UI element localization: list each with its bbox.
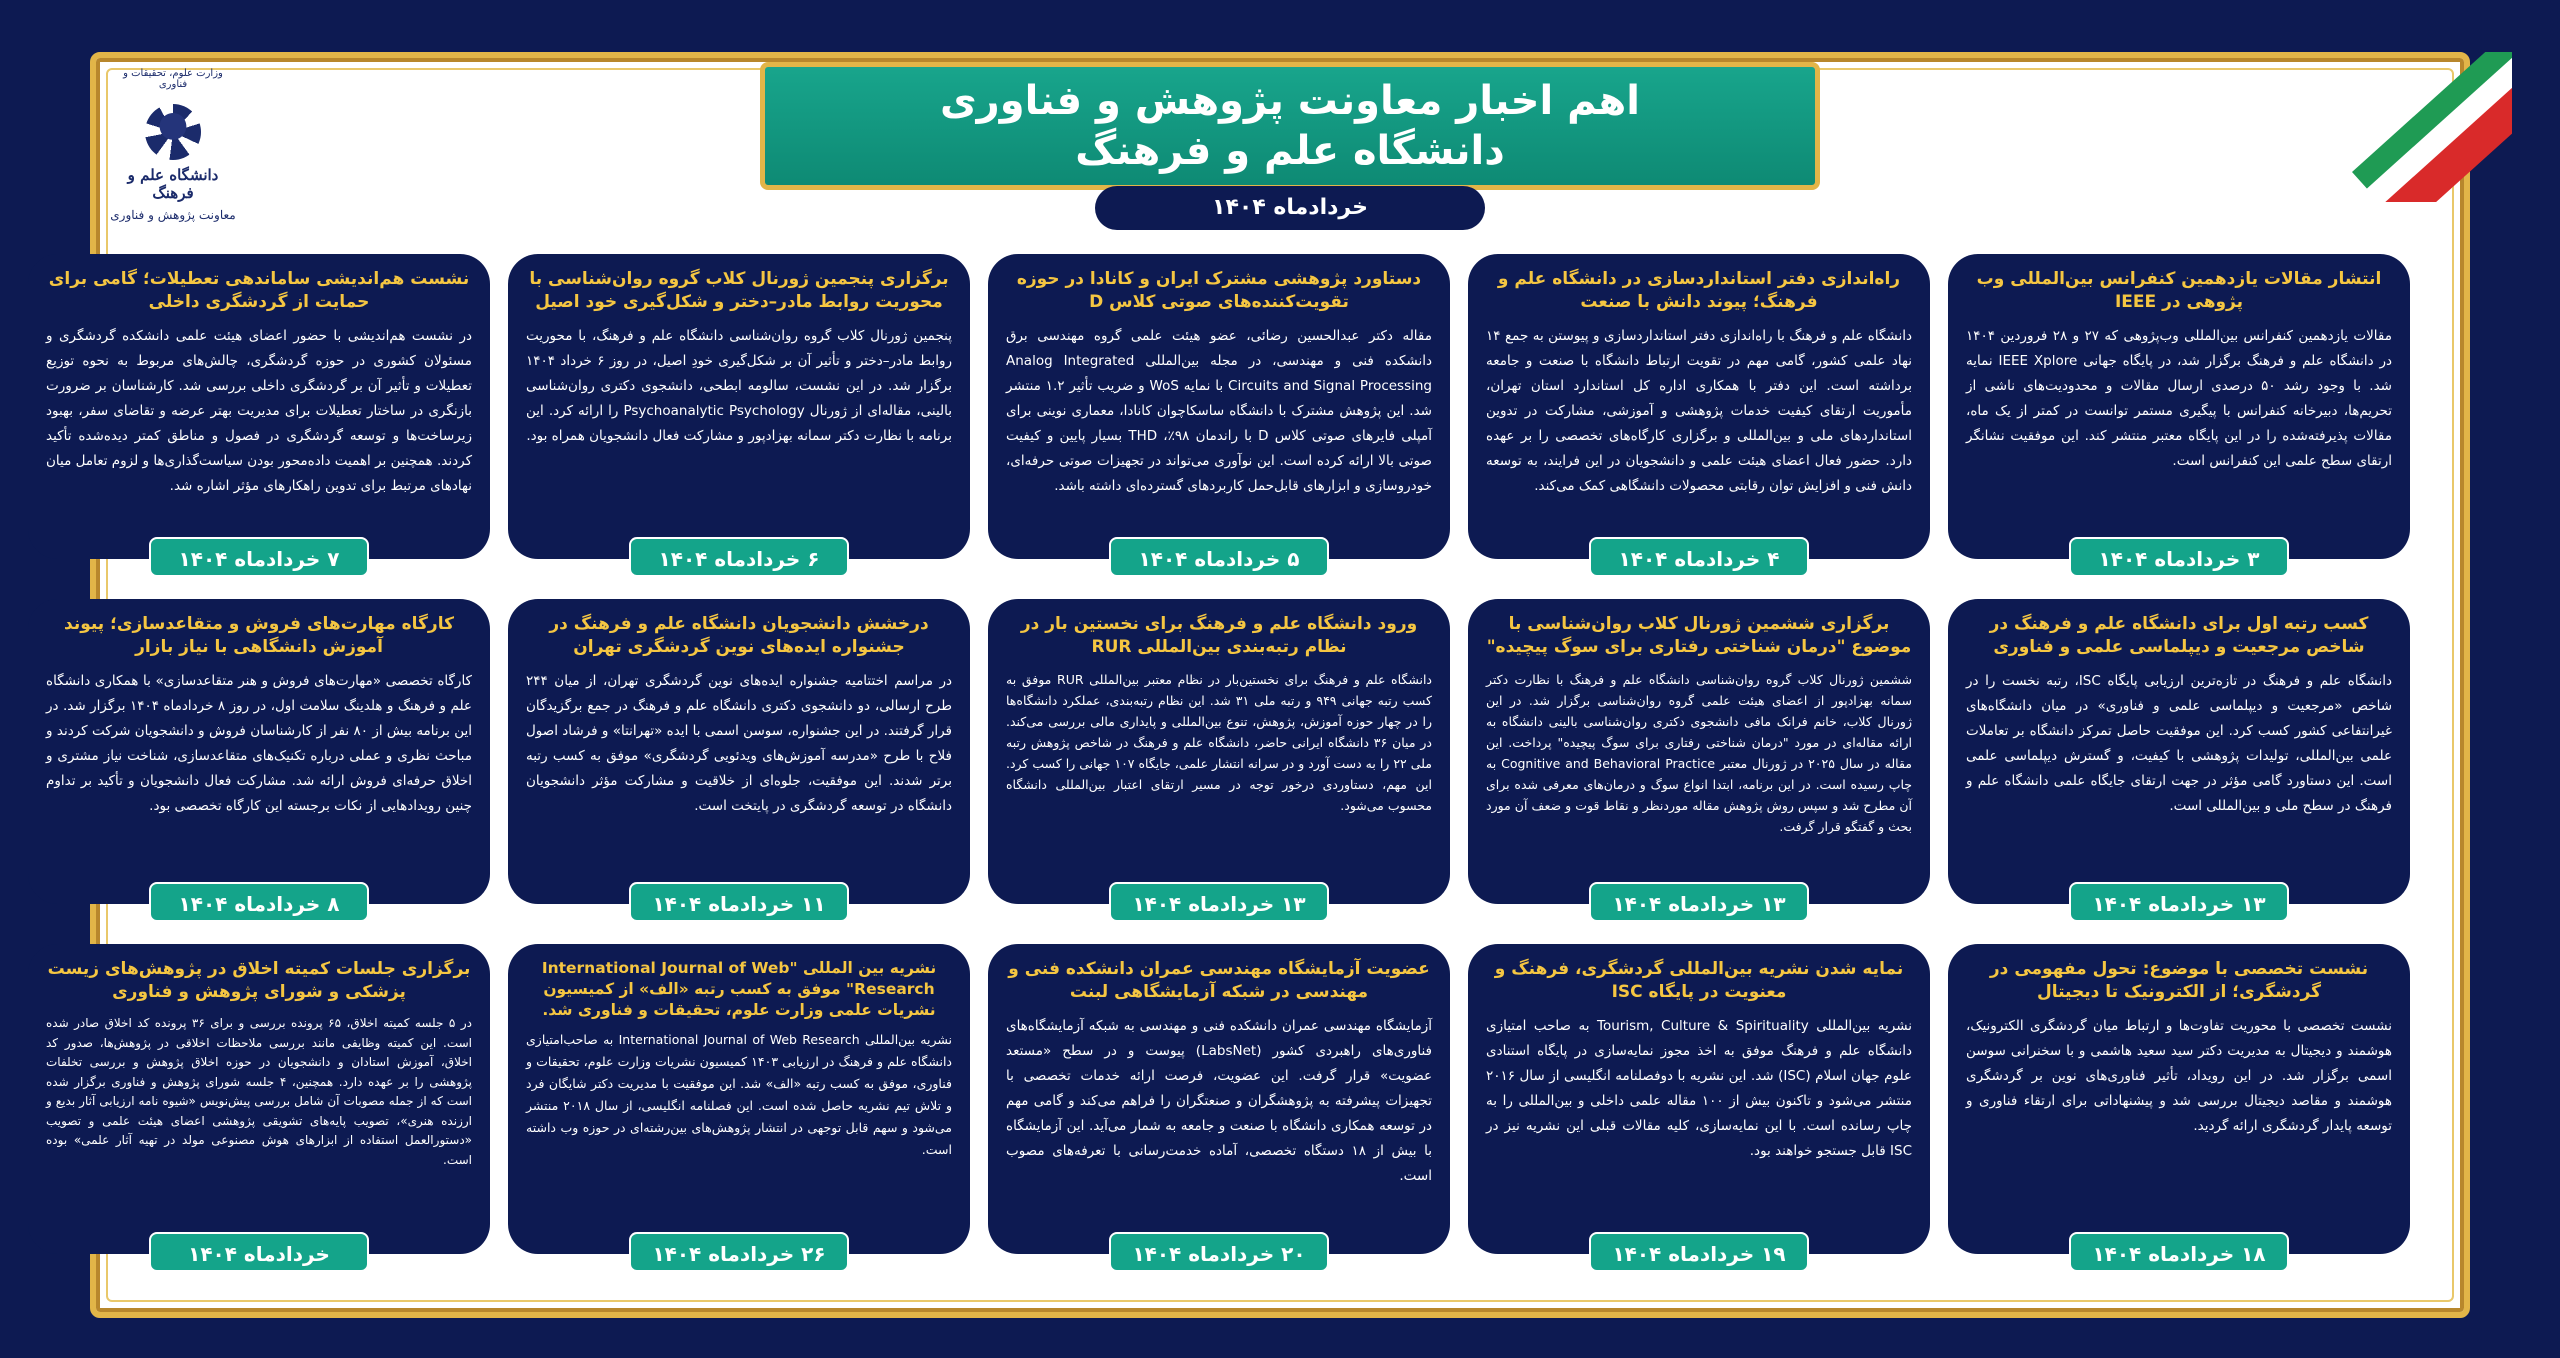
- news-card: [508, 599, 970, 916]
- news-body: نشست تخصصی با محوریت تفاوت‌ها و ارتباط میان گردشگری الکترونیک، هوشمند و دیجیتال به مدیریت دکتر سید سعید هاشمی و با سخنرانی سوسن اسمی برگزار شد. در این رویداد، تأثیر فناوری‌های نوین بر گردشگری هوشمند و مقاصد دیجیتال بررسی شد و پیشنهاداتی برای ارتقاء فناوری و توسعه پایدار گردشگری ارائه گردید.: [1966, 1018, 2392, 1134]
- news-body: در ۵ جلسه کمیته اخلاق، ۶۵ پرونده بررسی و برای ۳۶ پرونده کد اخلاق صادر شده است. این کمیته وظایفی مانند بررسی ملاحظات اخلاقی در پژوهش‌ها، صدور کد اخلاق، آموزش استادان و دانشجویان در حوزه اخلاق پژوهش و بررسی تخلفات پژوهشی را بر عهده دارد. همچنین، ۴ جلسه شورای پژوهش و فناوری برگزار شده است که از جمله مصوبات آن شامل بررسی پیش‌نویس «شیوه نامه ارزیابی آثار بدیع و ارزنده هنری»، تصویب پایه‌های تشویقی پژوهشی اعضای هیئت علمی و تصویب «دستورالعمل استفاده از ابزارهای هوش مصنوعی مولد در تهیه آثار علمی» بوده است.: [46, 1016, 472, 1167]
- news-title: راه‌اندازی دفتر استانداردسازی در دانشگاه علم و فرهنگ؛ پیوند دانش با صنعت: [1497, 269, 1901, 312]
- news-card: [508, 254, 970, 571]
- page-header: [760, 62, 1820, 190]
- news-body: پنجمین ژورنال کلاب گروه روان‌شناسی دانشگاه علم و فرهنگ، با محوریت روابط مادر–دختر و تأثیر آن بر شکل‌گیری خودِ اصیل، در روز ۶ خرداد ۱۴۰۴ برگزار شد. در این نشست، سالومه ابطحی، دانشجوی دکتری روان‌شناسی بالینی، مقاله‌ای از ژورنال Psychoanalytic Psychology را ارائه کرد. این برنامه با نظارت دکتر سمانه بهزادپور و مشارکت فعال دانشجویان همراه بود.: [526, 328, 953, 444]
- news-card: [1468, 254, 1930, 571]
- news-title: برگزاری جلسات کمیته اخلاق در پژوهش‌های زیست پزشکی و شورای پژوهش و فناوری: [47, 959, 471, 1002]
- news-title: نشریه بین المللی "International Journal of Web Research" موفق به کسب رتبه «الف» از کمیسیون نشریات علمی وزارت علوم، تحقیقات و فناوری شد.: [541, 959, 937, 1019]
- news-card: [988, 944, 1450, 1266]
- news-body: ششمین ژورنال کلاب گروه روان‌شناسی دانشگاه علم و فرهنگ با نظارت دکتر سمانه بهزادپور از اعضای هیئت علمی گروه روان‌شناسی برگزار شد. در این ژورنال کلاب، خانم فرانک مافی دانشجوی دکتری روان‌شناسی بالینی دانشگاه به ارائه مقاله‌ای در مورد "درمان شناختی رفتاری برای سوگ پیچیده" پرداخت. این مقاله در سال ۲۰۲۵ در ژورنال معتبر Cognitive and Behavioral Practice به چاپ رسیده است. در این برنامه، ابتدا انواع سوگ و درمان‌های معرفی شده برای آن مطرح شد و سپس روش پژوهش مقاله موردنظر و نقاط قوت و ضعف آن مورد بحث و گفتگو قرار گرفت.: [1486, 672, 1912, 834]
- news-date: ۲۶ خردادماه ۱۴۰۴: [629, 1232, 849, 1272]
- news-body: دانشگاه علم و فرهنگ با راه‌اندازی دفتر استانداردسازی و پیوستن به جمع ۱۴ نهاد علمی کشور، گامی مهم در تقویت ارتباط دانشگاه با صنعت و جامعه برداشته است. این دفتر با همکاری اداره کل استاندارد استان تهران، مأموریت ارتقای کیفیت خدمات پژوهشی و آموزشی، مشارکت در تدوین استانداردهای ملی و بین‌المللی و برگزاری کارگاه‌های تخصصی را بر عهده دارد. حضور فعال اعضای هیئت علمی و دانشجویان در این فرایند، به توسعه دانش فنی و افزایش توان رقابتی محصولات دانشگاهی کمک می‌کند.: [1486, 328, 1912, 494]
- iran-flag-icon: [2352, 52, 2512, 202]
- news-date: ۶ خردادماه ۱۴۰۴: [629, 537, 849, 577]
- news-date: ۱۳ خردادماه ۱۴۰۴: [1589, 882, 1809, 922]
- news-card: [28, 254, 490, 571]
- university-logo: [108, 68, 238, 222]
- news-card: [1468, 944, 1930, 1266]
- news-date: ۵ خردادماه ۱۴۰۴: [1109, 537, 1329, 577]
- news-title: ورود دانشگاه علم و فرهنگ برای نخستین بار در نظام رتبه‌بندی بین‌المللی RUR: [1020, 614, 1418, 657]
- news-title: کسب رتبه اول برای دانشگاه علم و فرهنگ در شاخص مرجعیت و دیپلماسی علمی و فناوری: [1989, 614, 2369, 657]
- news-card: [988, 254, 1450, 571]
- news-body: در نشست هم‌اندیشی با حضور اعضای هیئت علمی دانشکده گردشگری و مسئولان کشوری در حوزه گردشگری، چالش‌های مربوط به نحوه توزیع تعطیلات و تأثیر آن بر گردشگری داخلی بررسی شد. کارشناسان بر ضرورت بازنگری در ساختار تعطیلات برای مدیریت بهتر عرضه و تقاضای سفر، بهبود زیرساخت‌ها و توسعه گردشگری در فصول و مناطق کمتر دیده‌شده تأکید کردند. همچنین بر اهمیت داده‌محور بودن سیاست‌گذاری‌ها و لزوم تعامل میان نهادهای مرتبط برای تدوین راهکارهای مؤثر اشاره شد.: [46, 328, 472, 494]
- news-title: دستاورد پژوهشی مشترک ایران و کانادا در حوزه تقویت‌کننده‌های صوتی کلاس D: [1016, 269, 1422, 312]
- page-title: اهم اخبار معاونت پژوهش و فناوری: [940, 78, 1640, 124]
- news-body: کارگاه تخصصی «مهارت‌های فروش و هنر متقاعدسازی» با همکاری دانشگاه علم و فرهنگ و هلدینگ سلامت اول، در روز ۸ خردادماه ۱۴۰۴ برگزار شد. در این برنامه بیش از ۸۰ نفر از کارشناسان فروش و دانشجویان شرکت کردند و مباحث نظری و عملی درباره تکنیک‌های متقاعدسازی، شناخت نیاز مشتری و اخلاق حرفه‌ای فروش ارائه شد. مشارکت فعال دانشجویان و تأکید بر تداوم چنین رویدادهایی از نکات برجسته این کارگاه تخصصی بود.: [46, 673, 472, 814]
- news-body: دانشگاه علم و فرهنگ برای نخستین‌بار در نظام معتبر بین‌المللی RUR موفق به کسب رتبه جهانی ۹۴۹ و رتبه ملی ۳۱ شد. این نظام رتبه‌بندی، عملکرد دانشگاه‌ها را در چهار حوزه آموزش، پژوهش، تنوع بین‌المللی و پایداری مالی بررسی می‌کند. در میان ۳۶ دانشگاه ایرانی حاضر، دانشگاه علم و فرهنگ در شاخص پژوهش رتبه ملی ۲۲ را به دست آورد و در سرانه انتشار علمی، جایگاه ۱۰۷ جهانی را کسب کرد. این مهم، دستاوردی درخور توجه در مسیر ارتقای اعتبار بین‌المللی دانشگاه محسوب می‌شود.: [1006, 672, 1432, 813]
- news-card: [28, 944, 490, 1266]
- news-date: ۴ خردادماه ۱۴۰۴: [1589, 537, 1809, 577]
- news-body: نشریه بین‌المللی International Journal of Web Research به صاحب‌امتیازی دانشگاه علم و فرهنگ در ارزیابی ۱۴۰۳ کمیسیون نشریات وزارت علوم، تحقیقات و فناوری، موفق به کسب رتبه «الف» شد. این موفقیت با مدیریت دکتر شایگان فرد و تلاش تیم نشریه حاصل شده است. این فصلنامه انگلیسی، از سال ۲۰۱۸ منتشر می‌شود و سهم قابل توجهی در انتشار پژوهش‌های بین‌رشته‌ای در حوزه وب داشته است.: [526, 1032, 953, 1157]
- news-date: ۱۹ خردادماه ۱۴۰۴: [1589, 1232, 1809, 1272]
- page-subtitle: دانشگاه علم و فرهنگ: [1075, 128, 1505, 174]
- news-date: ۱۳ خردادماه ۱۴۰۴: [1109, 882, 1329, 922]
- news-card: [1948, 254, 2410, 571]
- news-date: ۸ خردادماه ۱۴۰۴: [149, 882, 369, 922]
- month-badge: خردادماه ۱۴۰۴: [1095, 186, 1485, 230]
- news-grid: [46, 244, 2470, 1284]
- news-title: عضویت آزمایشگاه مهندسی عمران دانشکده فنی و مهندسی در شبکه آزمایشگاهی لبنت: [1008, 959, 1430, 1002]
- news-body: مقالات یازدهمین کنفرانس بین‌المللی وب‌پژوهی که ۲۷ و ۲۸ فروردین ۱۴۰۴ در دانشگاه علم و فرهنگ برگزار شد، در پایگاه جهانی IEEE Xplore نمایه شد. با وجود رشد ۵۰ درصدی ارسال مقالات و محدودیت‌های ناشی از تحریم‌ها، دبیرخانه کنفرانس با پیگیری مستمر توانست در کمتر از یک ماه، مقالات پذیرفته‌شده را در این پایگاه معتبر منتشر کند. این موفقیت نشانگر ارتقای سطح علمی این کنفرانس است.: [1966, 328, 2393, 469]
- news-title: برگزاری ششمین ژورنال کلاب روان‌شناسی با موضوع "درمان شناختی رفتاری برای سوگ پیچیده": [1486, 614, 1912, 657]
- news-date: ۷ خردادماه ۱۴۰۴: [149, 537, 369, 577]
- news-card: [988, 599, 1450, 916]
- ministry-label: وزارت علوم، تحقیقات و فناوری: [123, 68, 223, 90]
- news-title: کارگاه مهارت‌های فروش و متقاعدسازی؛ پیوند آموزش دانشگاهی با نیاز بازار: [64, 614, 454, 657]
- news-title: برگزاری پنجمین ژورنال کلاب گروه روان‌شناسی با محوریت روابط مادر–دختر و شکل‌گیری خود اصیل: [529, 269, 949, 312]
- news-date: ۳ خردادماه ۱۴۰۴: [2069, 537, 2289, 577]
- news-title: نشست تخصصی با موضوع: تحول مفهومی در گردشگری؛ از الکترونیک تا دیجیتال: [1989, 959, 2369, 1002]
- news-body: مقاله دکتر عبدالحسین رضائی، عضو هیئت علمی گروه مهندسی برق دانشکده فنی و مهندسی، در مجله بین‌المللی Analog Integrated Circuits and Signal Processing با نمایه WoS و ضریب تأثیر ۱.۲ منتشر شد. این پژوهش مشترک با دانشگاه ساسکاچوان کانادا، معماری نوینی برای آمپلی فایرهای صوتی کلاس D با راندمان ۹۸٪، THD بسیار پایین و کیفیت صوتی بالا ارائه کرده است. این نوآوری می‌تواند در تجهیزات صوتی حرفه‌ای، خودروسازی و ابزارهای قابل‌حمل کاربردهای گسترده‌ای داشته باشد.: [1006, 328, 1433, 494]
- news-card: [1948, 599, 2410, 916]
- department-name: معاونت پژوهش و فناوری: [110, 208, 236, 222]
- news-title: انتشار مقالات یازدهمین کنفرانس بین‌المللی وب پژوهی در IEEE: [1976, 269, 2382, 312]
- news-card: [28, 599, 490, 916]
- news-title: نمایه شدن نشریه بین‌المللی گردشگری، فرهنگ و معنویت در پایگاه ISC: [1494, 959, 1904, 1002]
- news-title: نشست هم‌اندیشی ساماندهی تعطیلات؛ گامی برای حمایت از گردشگری داخلی: [48, 269, 470, 312]
- news-body: آزمایشگاه مهندسی عمران دانشکده فنی و مهندسی به شبکه آزمایشگاه‌های فناوری‌های راهبردی کشور (LabsNet) پیوست و در سطح «مستعد عضویت» قرار گرفت. این عضویت، فرصت ارائه خدمات تخصصی با تجهیزات پیشرفته به پژوهشگران و صنعتگران را فراهم می‌کند و گامی مهم در توسعه همکاری دانشگاه با صنعت و جامعه به شمار می‌آید. این آزمایشگاه با بیش از ۱۸ دستگاه تخصصی، آماده خدمت‌رسانی با تعرفه‌های مصوب است.: [1006, 1018, 1433, 1184]
- news-card: [1948, 944, 2410, 1266]
- emblem-icon: [145, 104, 201, 160]
- news-date: ۱۸ خردادماه ۱۴۰۴: [2069, 1232, 2289, 1272]
- news-body: در مراسم اختتامیه جشنواره ایده‌های نوین گردشگری تهران، از میان ۲۴۴ طرح ارسالی، دو دانشجوی دکتری دانشگاه علم و فرهنگ در جمع برگزیدگان قرار گرفتند. در این جشنواره، سوسن اسمی با ایده «تهرانتا» و فرشاد اصول فلاح با طرح «مدرسه آموزش‌های ویدئویی گردشگری» موفق به کسب رتبه برتر شدند. این موفقیت، جلوه‌ای از خلاقیت و مشارکت مؤثر دانشجویان دانشگاه در توسعه گردشگری در پایتخت است.: [525, 673, 952, 814]
- news-card: [508, 944, 970, 1266]
- news-title: درخشش دانشجویان دانشگاه علم و فرهنگ در جشنواره ایده‌های نوین گردشگری تهران: [549, 614, 929, 657]
- news-body: نشریه بین‌المللی Tourism, Culture & Spirituality به صاحب امتیازی دانشگاه علم و فرهنگ موفق به اخذ مجوز نمایه‌سازی در پایگاه استنادی علوم جهان اسلام (ISC) شد. این نشریه با دوفصلنامه انگلیسی از سال ۲۰۱۶ منتشر می‌شود و تاکنون بیش از ۱۰۰ مقاله علمی داخلی و بین‌المللی را به چاپ رسانده است. با این نمایه‌سازی، کلیه مقالات قبلی این نشریه نیز در ISC قابل جستجو خواهند بود.: [1486, 1018, 1912, 1159]
- news-date: ۱۱ خردادماه ۱۴۰۴: [629, 882, 849, 922]
- news-card: [1468, 599, 1930, 916]
- university-name: دانشگاه علم و فرهنگ: [127, 166, 219, 202]
- news-body: دانشگاه علم و فرهنگ در تازه‌ترین ارزیابی پایگاه ISC، رتبه نخست را در شاخص «مرجعیت و دیپلماسی علمی و فناوری» در میان دانشگاه‌های غیرانتفاعی کشور کسب کرد. این موفقیت حاصل تمرکز دانشگاه بر تعاملات علمی بین‌المللی، تولیدات پژوهشی با کیفیت، و گسترش دیپلماسی علمی است. این دستاورد گامی مؤثر در جهت ارتقای جایگاه علمی دانشگاه علم و فرهنگ در سطح ملی و بین‌المللی است.: [1966, 673, 2392, 814]
- news-date: ۱۳ خردادماه ۱۴۰۴: [2069, 882, 2289, 922]
- news-date: ۲۰ خردادماه ۱۴۰۴: [1109, 1232, 1329, 1272]
- news-date: خردادماه ۱۴۰۴: [149, 1232, 369, 1272]
